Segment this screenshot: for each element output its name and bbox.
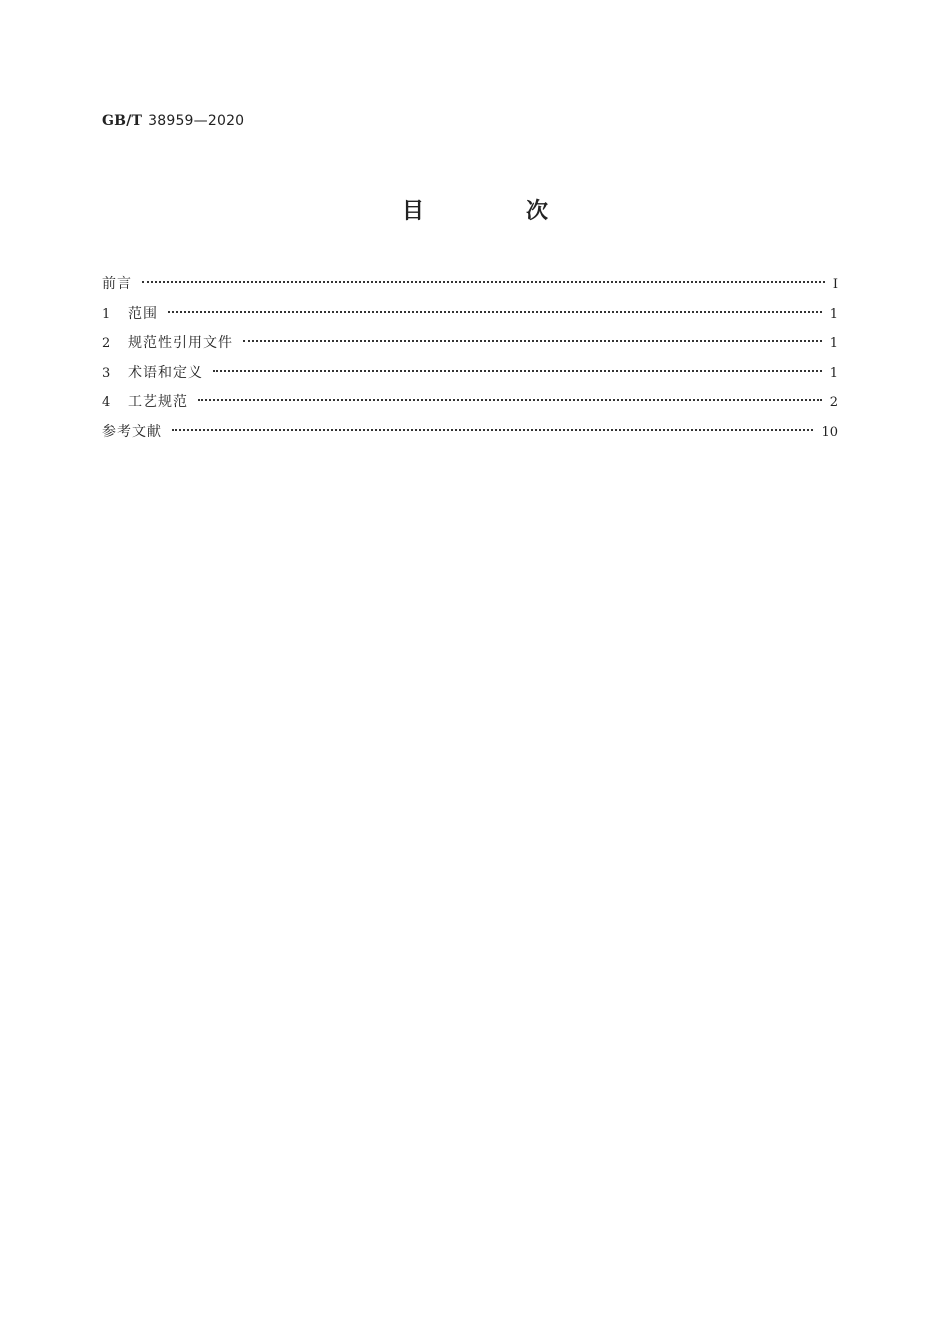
toc-entry-number: 4 xyxy=(102,395,112,410)
toc-entry-label: 参考文献 xyxy=(102,423,162,440)
toc-title: 目 次 xyxy=(401,199,588,224)
toc-entry-scope[interactable] xyxy=(102,302,838,332)
toc-entry-page: 1 xyxy=(829,306,838,322)
toc-entry-label: 2 规范性引用文件 xyxy=(102,331,233,356)
standard-prefix: GB/T xyxy=(102,113,143,129)
toc-leader-dots xyxy=(142,281,825,283)
toc-entry-terms-definitions[interactable] xyxy=(102,361,838,391)
toc-entry-number: 2 xyxy=(102,336,112,351)
toc-entry-page: 1 xyxy=(829,336,838,351)
standard-number: 38959—2020 xyxy=(148,113,245,129)
toc-entry-page: 1 xyxy=(829,365,838,381)
toc-leader-dots xyxy=(172,429,813,431)
toc-entry-label: 4 工艺规范 xyxy=(102,390,188,415)
table-of-contents xyxy=(102,272,838,449)
toc-entry-number: 3 xyxy=(102,365,112,381)
toc-entry-page: Ⅰ xyxy=(832,277,838,292)
toc-entry-label: 前言 xyxy=(102,276,132,292)
toc-entry-normative-references[interactable] xyxy=(102,331,838,361)
toc-entry-page: 10 xyxy=(821,424,838,440)
toc-entry-label: 3 术语和定义 xyxy=(102,361,203,386)
toc-leader-dots xyxy=(213,370,822,372)
toc-leader-dots xyxy=(243,340,822,342)
toc-leader-dots xyxy=(168,311,822,313)
toc-leader-dots xyxy=(198,399,822,401)
toc-entry-bibliography[interactable] xyxy=(102,420,838,450)
toc-entry-number: 1 xyxy=(102,306,112,322)
toc-entry-process-specification[interactable] xyxy=(102,390,838,420)
toc-entry-label: 1 范围 xyxy=(102,302,158,327)
standard-code xyxy=(102,113,244,129)
toc-entry-page: 2 xyxy=(829,395,838,410)
toc-entry-foreword[interactable] xyxy=(102,272,838,302)
